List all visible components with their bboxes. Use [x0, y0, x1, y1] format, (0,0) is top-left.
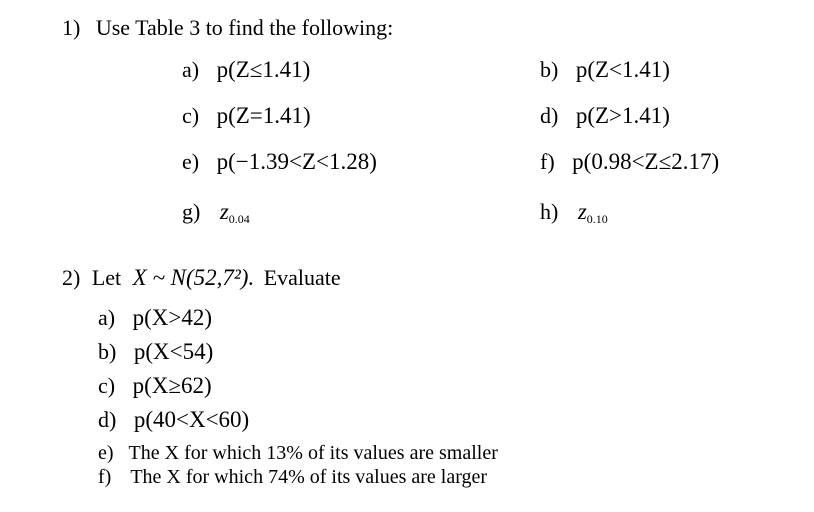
item-label: d) — [540, 103, 559, 128]
item-label: c) — [98, 373, 116, 398]
item-expression: p(X<54) — [133, 339, 214, 364]
q2-item-f — [98, 467, 487, 487]
z-symbol: z — [577, 199, 587, 224]
item-label: e) — [98, 442, 114, 464]
question-text: Use Table 3 to find the following: — [95, 15, 394, 40]
item-expression: p(0.98<Z≤2.17) — [572, 149, 720, 174]
item-expression: p(−1.39<Z<1.28) — [216, 149, 377, 174]
item-expression: p(Z<1.41) — [575, 57, 670, 82]
item-expression: p(Z>1.41) — [575, 103, 670, 128]
question-lead: Let — [91, 265, 122, 290]
item-label: c) — [182, 103, 200, 128]
q2-item-b — [98, 340, 213, 363]
q1-item-f — [540, 150, 719, 173]
q1-item-e — [182, 150, 377, 173]
item-text: The X for which 74% of its values are larger — [130, 466, 488, 488]
item-expression — [578, 199, 608, 224]
item-label: g) — [182, 199, 201, 224]
q1-item-a — [182, 58, 310, 81]
q2-item-e — [98, 443, 498, 463]
item-text: The X for which 13% of its values are smaller — [128, 442, 498, 464]
item-label: d) — [98, 407, 117, 432]
q1-item-g — [182, 200, 250, 225]
item-label: b) — [98, 339, 117, 364]
item-expression: p(Z=1.41) — [216, 103, 311, 128]
question-tail: Evaluate — [263, 265, 341, 290]
item-expression: p(X≥62) — [132, 373, 212, 398]
question-number: 2) — [62, 265, 81, 290]
item-expression: p(X>42) — [132, 305, 212, 330]
item-expression: p(Z≤1.41) — [216, 57, 311, 82]
q1-item-b — [540, 58, 670, 81]
question-2-header — [62, 266, 341, 289]
item-expression — [220, 199, 250, 224]
item-label: h) — [540, 199, 559, 224]
q1-item-h — [540, 200, 608, 225]
q2-item-d — [98, 408, 249, 431]
question-number: 1) — [62, 15, 81, 40]
item-label: a) — [98, 305, 116, 330]
z-subscript: 0.04 — [228, 212, 250, 226]
item-label: f) — [540, 149, 555, 174]
q1-item-d — [540, 104, 670, 127]
distribution-expression: X ~ N(52,7²). — [132, 265, 255, 290]
z-subscript: 0.10 — [586, 212, 608, 226]
q1-item-c — [182, 104, 311, 127]
q2-item-a — [98, 306, 212, 329]
item-label: b) — [540, 57, 559, 82]
q2-item-c — [98, 374, 212, 397]
item-label: a) — [182, 57, 200, 82]
item-label: f) — [98, 466, 112, 488]
item-label: e) — [182, 149, 200, 174]
item-expression: p(40<X<60) — [133, 407, 250, 432]
question-1-header — [62, 17, 393, 39]
z-symbol: z — [219, 199, 229, 224]
